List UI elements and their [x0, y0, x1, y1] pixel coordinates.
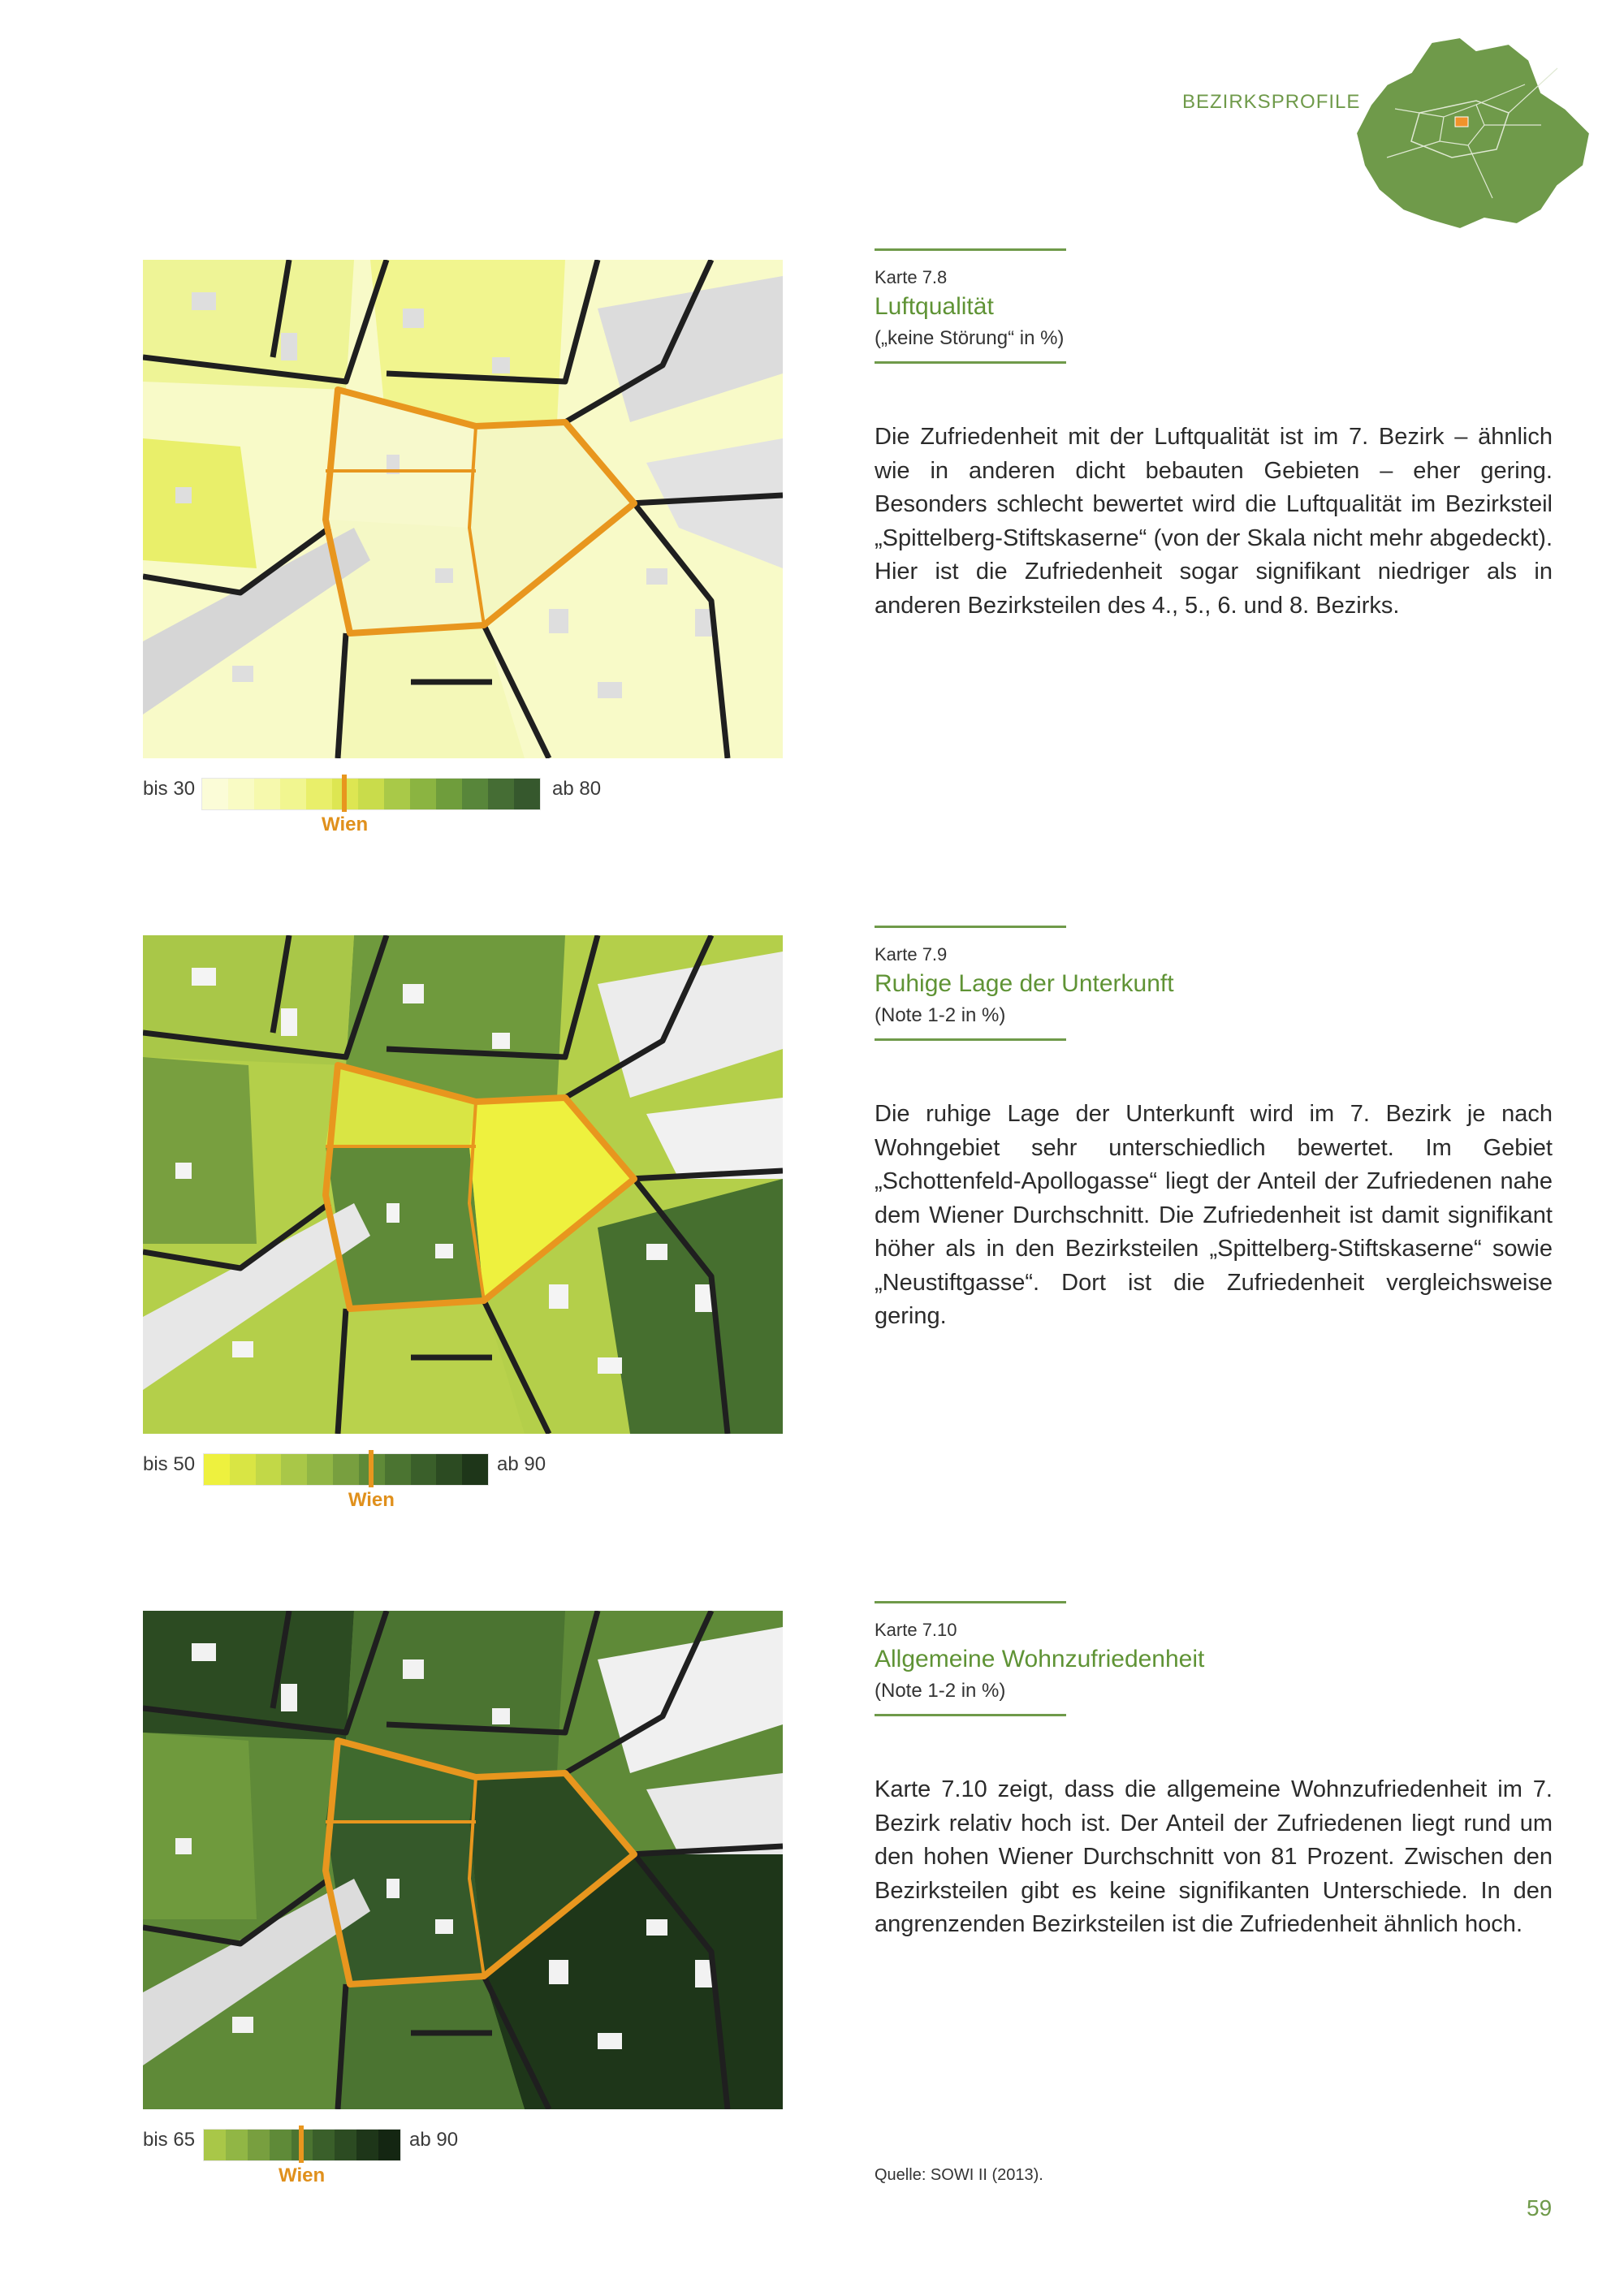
map-subtitle: (Note 1-2 in %) [875, 1680, 1006, 1702]
legend-swatch [436, 779, 462, 809]
legend-swatch [204, 2130, 226, 2160]
legend-swatch [436, 1454, 462, 1485]
legend-swatch [248, 2130, 270, 2160]
legend-wohnzufriedenheit [143, 2129, 793, 2194]
legend-swatch [514, 779, 540, 809]
wien-label: Wien [279, 2164, 326, 2186]
page-number: 59 [1527, 2195, 1553, 2220]
map-wohnzufriedenheit [143, 1611, 783, 2109]
divider [875, 248, 1066, 251]
description-text: Die ruhige Lage der Unterkunft wird im 7. Bezirk je nach Wohngebiet sehr unterschiedlich bewertet. Im Gebiet „Schottenfeld-Apollogasse“ liegt der Anteil der Zufriedenen nahe dem Wiener Durchschnitt. Die Zufriedenheit ist damit signifikant höher als in den Bezirksteilen „Spittelberg-Stiftskaserne“ sowie „Neustiftgasse“. Dort ist die Zufriedenheit vergleichsweise gering. [875, 1101, 1553, 1329]
description-text: Die Zufriedenheit mit der Luftqualität ist im 7. Bezirk – ähnlich wie in anderen dicht bebauten Gebieten – eher gering. Besonders schlecht bewertet wird die Luftqualität im Bezirksteil „Spittelberg-Stiftskaserne“ (von der Skala nicht mehr abgedeckt). Hier ist die Zufriedenheit sogar signifikant niedriger als in anderen Bezirksteilen des 4., 5., 6. und 8. Bezirks. [875, 424, 1553, 619]
legend-swatch [488, 779, 514, 809]
divider [875, 1038, 1066, 1041]
divider [875, 926, 1066, 928]
map-subtitle: (Note 1-2 in %) [875, 1004, 1006, 1026]
wien-label: Wien [348, 1489, 395, 1511]
legend-max-label: ab 90 [497, 1453, 546, 1475]
legend-swatch [204, 1454, 230, 1485]
wien-marker [369, 1450, 374, 1487]
info-karte-7-9 [875, 926, 1553, 1334]
legend-swatch [410, 779, 436, 809]
map-subtitle: („keine Störung“ in %) [875, 327, 1065, 349]
karte-number: Karte 7.10 [875, 1620, 957, 1640]
map-ruhige-lage [143, 935, 783, 1434]
legend-color-scale [201, 778, 541, 810]
legend-max-label: ab 80 [552, 778, 602, 800]
wien-marker [342, 775, 347, 812]
legend-swatch [378, 2130, 400, 2160]
legend-swatch [226, 2130, 248, 2160]
vienna-overview-map [1354, 36, 1598, 232]
divider [875, 361, 1066, 364]
karte-number: Karte 7.8 [875, 267, 948, 287]
map-title: Allgemeine Wohnzufriedenheit [875, 1646, 1205, 1672]
legend-swatch [411, 1454, 437, 1485]
legend-swatch [306, 779, 332, 809]
legend-swatch [385, 1454, 411, 1485]
legend-ruhige-lage [143, 1453, 793, 1518]
legend-min-label: bis 65 [143, 2129, 196, 2151]
legend-swatch [228, 779, 254, 809]
map-title: Luftqualität [875, 293, 994, 320]
legend-swatch [254, 779, 280, 809]
source-note: Quelle: SOWI II (2013). [875, 2166, 1043, 2184]
legend-swatch [281, 1454, 307, 1485]
legend-min-label: bis 30 [143, 778, 196, 800]
wien-label: Wien [322, 814, 369, 835]
legend-swatch [384, 779, 410, 809]
legend-swatch [462, 1454, 488, 1485]
legend-swatch [333, 1454, 359, 1485]
legend-swatch [202, 779, 228, 809]
legend-swatch [270, 2130, 292, 2160]
legend-color-scale [203, 1453, 489, 1486]
info-karte-7-8 [875, 248, 1553, 623]
section-label: BEZIRKSPROFILE [1182, 91, 1361, 113]
legend-swatch [356, 2130, 378, 2160]
legend-swatch [462, 779, 488, 809]
description-text: Karte 7.10 zeigt, dass die allgemeine Wohnzufriedenheit im 7. Bezirk relativ hoch ist. Der Anteil der Zufriedenen liegt rund um den hohen Wiener Durchschnitt von 81 Prozent. Zwischen den Bezirksteilen gibt es keine signifikanten Unterschiede. In den angrenzenden Bezirksteilen ist die Zufriedenheit ähnlich hoch. [875, 1776, 1553, 1937]
legend-swatch [358, 779, 384, 809]
legend-swatch [230, 1454, 256, 1485]
legend-swatch [280, 779, 306, 809]
karte-number: Karte 7.9 [875, 944, 948, 965]
legend-min-label: bis 50 [143, 1453, 196, 1475]
map-title: Ruhige Lage der Unterkunft [875, 970, 1174, 997]
legend-swatch [335, 2130, 356, 2160]
legend-luftqualitaet [143, 778, 793, 843]
legend-swatch [256, 1454, 282, 1485]
legend-swatch [307, 1454, 333, 1485]
divider [875, 1714, 1066, 1716]
wien-marker [299, 2126, 304, 2163]
divider [875, 1601, 1066, 1603]
info-karte-7-10 [875, 1601, 1553, 1942]
legend-max-label: ab 90 [409, 2129, 459, 2151]
map-luftqualitaet [143, 260, 783, 758]
legend-swatch [313, 2130, 335, 2160]
